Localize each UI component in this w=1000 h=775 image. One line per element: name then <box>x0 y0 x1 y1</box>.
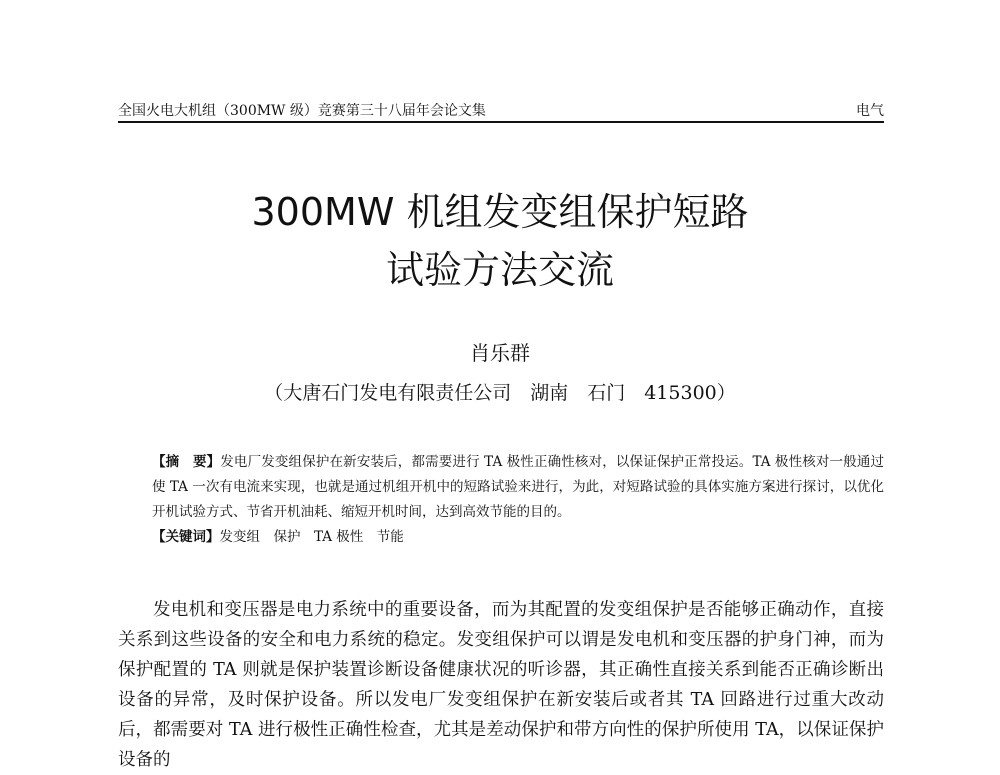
abstract-label: 【摘 要】 <box>152 454 221 470</box>
author-name: 肖乐群 <box>470 341 530 365</box>
running-header <box>118 100 884 120</box>
body-paragraph: 发电机和变压器是电力系统中的重要设备，而为其配置的发变组保护是否能够正确动作，直接关系到这些设备的安全和电力系统的稳定。发变组保护可以谓是发电机和变压器的护身门神，而为保护配置的 TA 则就是保护装置诊断设备健康状况的听诊器，其正确性直接关系到能否正确诊断出设备的异常，及时保护设备。所以发电厂发变组保护在新安装后或者其 TA 回路进行过重大改动后，都需要对 TA 进行极性正确性检查，尤其是差动保护和带方向性的保护所使用 TA，以保证保护设备的 <box>118 600 884 770</box>
keywords-paragraph <box>118 525 884 550</box>
header-section: 电气 <box>856 103 884 119</box>
paper-title-line-2: 试验方法交流 <box>385 248 614 292</box>
keywords-text: 发变组 保护 TA 极性 节能 <box>219 529 404 545</box>
body-text <box>118 595 884 775</box>
header-divider <box>118 121 884 123</box>
abstract-text: 发电厂发变组保护在新安装后，都需要进行 TA 极性正确性核对，以保证保护正常投运。TA 极性核对一般通过使 TA 一次有电流来实现，也就是通过机组开机中的短路试验来进行，为此，对短路试验的具体实施方案进行探讨，以优化开机试验方式、节省开机油耗、缩短开机时间，达到高效节能的目的。 <box>152 454 884 520</box>
header-proceedings-title: 全国火电大机组（300MW 级）竞赛第三十八届年会论文集 <box>118 103 486 119</box>
author-affiliation: （大唐石门发电有限责任公司 湖南 石门 415300） <box>264 382 736 404</box>
abstract-paragraph <box>118 450 884 525</box>
paper-title-line-1: 300MW 机组发变组保护短路 <box>251 190 749 234</box>
abstract-block <box>118 450 884 550</box>
keywords-label: 【关键词】 <box>152 529 220 545</box>
